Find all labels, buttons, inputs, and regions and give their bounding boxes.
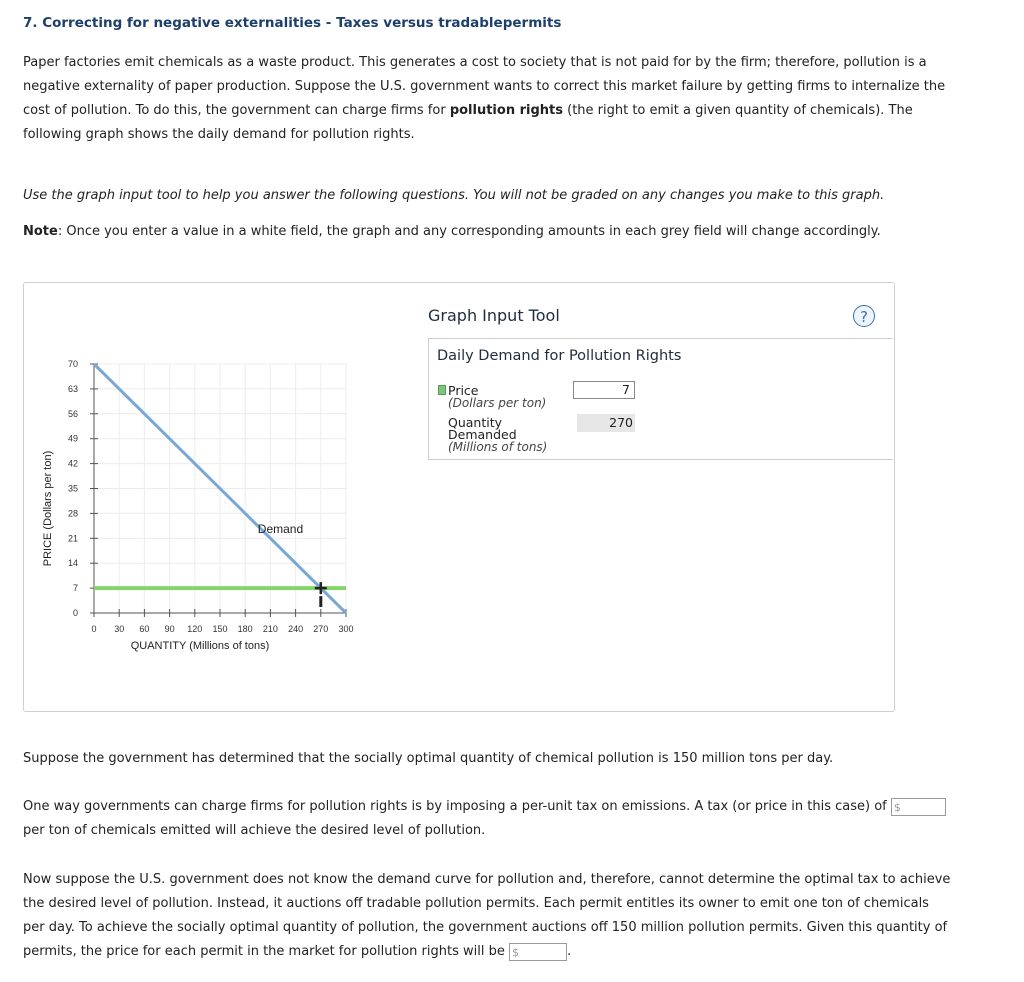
graph-tool-heading: Daily Demand for Pollution Rights bbox=[437, 348, 682, 364]
quantity-label: Quantity bbox=[448, 415, 503, 430]
question-2-paragraph bbox=[23, 795, 958, 843]
y-axis-title: PRICE (Dollars per ton) bbox=[42, 450, 54, 567]
x-tick-label: 180 bbox=[237, 624, 253, 634]
x-tick-label: 60 bbox=[139, 624, 150, 634]
y-tick-label: 0 bbox=[72, 608, 78, 618]
help-icon[interactable]: ? bbox=[853, 305, 875, 327]
x-tick-label: 90 bbox=[164, 624, 175, 634]
note-text: : Once you enter a value in a white field, the graph and any corresponding amounts in each grey field will change accordingly. bbox=[57, 224, 881, 239]
demanded-label: Demanded bbox=[448, 427, 517, 442]
y-tick-label: 70 bbox=[67, 359, 78, 369]
x-tick-label: 300 bbox=[338, 624, 354, 634]
y-tick-label: 42 bbox=[67, 458, 78, 469]
x-axis-title: QUANTITY (Millions of tons) bbox=[130, 640, 270, 652]
note-paragraph bbox=[23, 220, 953, 244]
x-tick-label: 0 bbox=[91, 624, 97, 634]
x-tick-label: 120 bbox=[187, 624, 203, 634]
graph-tool-title: Graph Input Tool bbox=[428, 306, 560, 325]
y-tick-label: 28 bbox=[67, 508, 78, 519]
question-3-before: Now suppose the U.S. government does not know the demand curve for pollution and, therefore, cannot determine the optimal tax to achieve the desired level of pollution. Instead, it auctions off tradable pollution permits. Each permit entitles its owner to emit one ton of chemicals per day. To achieve the socially optimal quantity of pollution, the government auctions off 150 million pollution permits. Given this quantity of permits, the price for each permit in the market for pollution rights will be bbox=[23, 872, 951, 959]
y-tick-label: 56 bbox=[67, 408, 78, 419]
permit-price-answer-input[interactable]: $ bbox=[509, 943, 567, 961]
price-color-swatch bbox=[438, 385, 446, 395]
quantity-unit: (Millions of tons) bbox=[448, 440, 548, 454]
y-tick-label: 35 bbox=[67, 483, 78, 494]
price-unit: (Dollars per ton) bbox=[448, 396, 547, 410]
y-tick-label: 7 bbox=[72, 583, 78, 594]
x-tick-label: 240 bbox=[288, 624, 304, 634]
question-3-paragraph bbox=[23, 868, 953, 964]
intro-bold-term: pollution rights bbox=[449, 103, 563, 118]
intro-paragraph bbox=[23, 51, 953, 147]
x-tick-label: 30 bbox=[114, 624, 125, 634]
question-2-before: One way governments can charge firms for pollution rights is by imposing a per-unit tax on emissions. A tax (or price in this case) of bbox=[23, 799, 891, 814]
tax-answer-input[interactable]: $ bbox=[891, 798, 946, 816]
graph-panel bbox=[23, 282, 895, 712]
x-tick-label: 150 bbox=[212, 624, 228, 634]
x-tick-label: 210 bbox=[262, 624, 278, 634]
note-label: Note bbox=[23, 224, 58, 239]
y-tick-label: 63 bbox=[67, 383, 78, 394]
question-title: 7. Correcting for negative externalities - Taxes versus tradablepermits bbox=[23, 15, 562, 31]
demand-chart[interactable] bbox=[24, 283, 424, 711]
instruction-text: Use the graph input tool to help you answer the following questions. You will not be graded on any changes you make to this graph. bbox=[23, 188, 885, 203]
y-tick-label: 14 bbox=[67, 558, 78, 569]
graph-tool-box bbox=[428, 338, 893, 460]
question-1-text: Suppose the government has determined that the socially optimal quantity of chemical pollution is 150 million tons per day. bbox=[23, 751, 834, 766]
intro-text-1: Paper factories emit chemicals as a waste product. This generates a cost to society that is not paid for by the firm; therefore, pollution is a negative externality of paper production. Suppose the U.S. government wants to correct this market failure by getting firms to internalize the cost of pollution. To do this, the government can charge firms for bbox=[23, 55, 946, 118]
y-tick-label: 49 bbox=[67, 433, 78, 444]
y-tick-label: 21 bbox=[67, 533, 78, 544]
question-2-after: per ton of chemicals emitted will achieve the desired level of pollution. bbox=[23, 823, 486, 838]
x-tick-label: 270 bbox=[313, 624, 329, 634]
demand-curve-label: Demand bbox=[257, 522, 304, 537]
intro-text-2: (the right to emit a given quantity of chemicals). The following graph shows the daily demand for pollution rights. bbox=[23, 103, 913, 142]
price-label: Price bbox=[448, 383, 479, 398]
question-3-after: . bbox=[566, 944, 572, 959]
price-input[interactable]: 7 bbox=[573, 381, 635, 399]
quantity-demanded-field: 270 bbox=[577, 414, 635, 432]
